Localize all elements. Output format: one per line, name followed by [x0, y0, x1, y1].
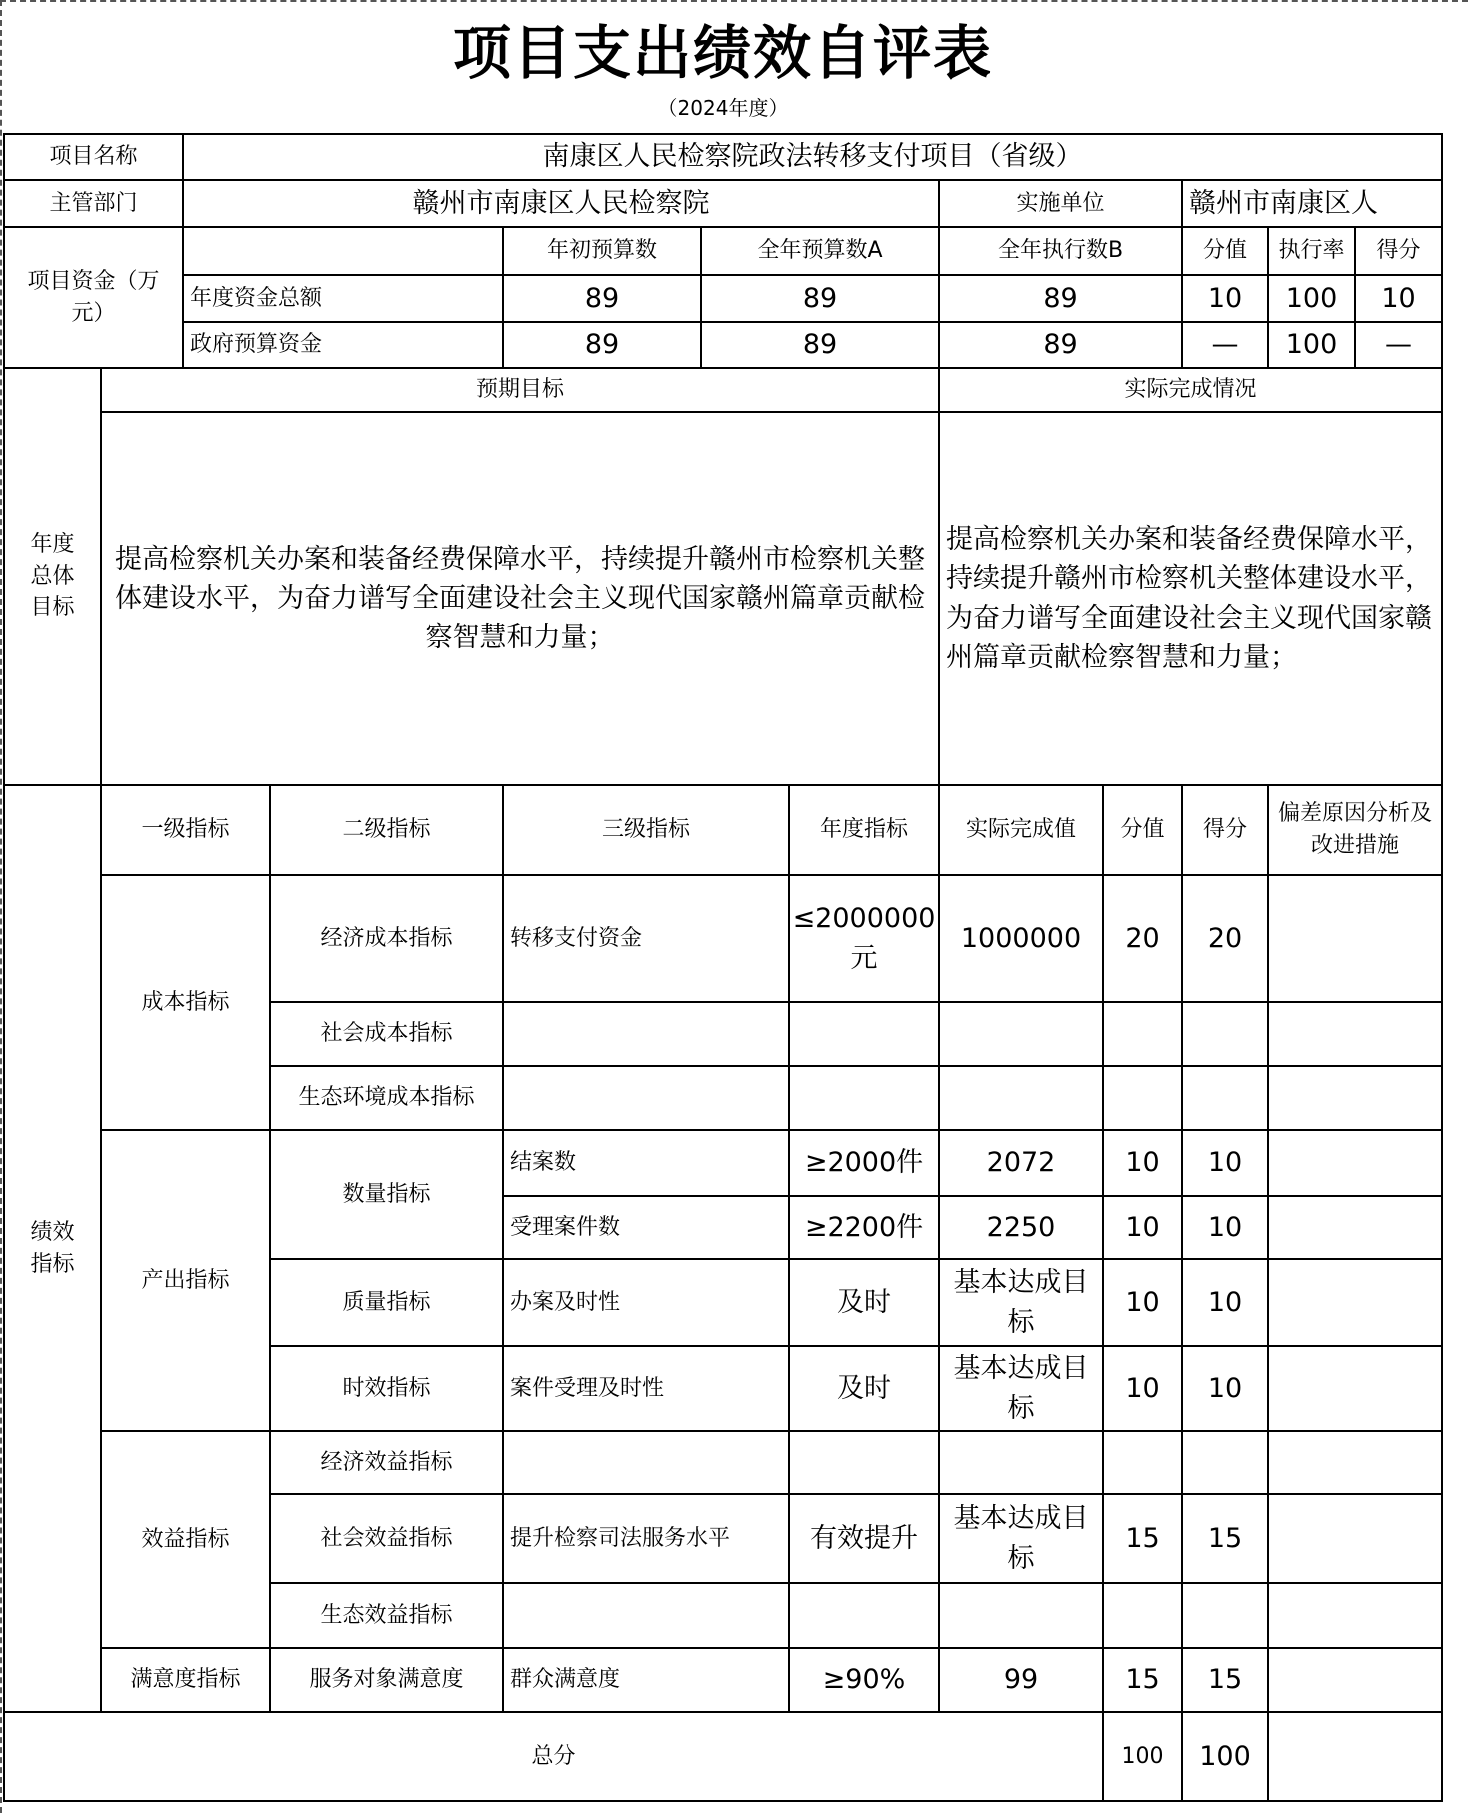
- level1-indicator: 效益指标: [100, 1430, 271, 1649]
- got-score: 10: [1181, 1129, 1269, 1197]
- annual-target: [788, 1582, 940, 1649]
- got-score: [1181, 1582, 1269, 1649]
- level2-indicator: 社会效益指标: [269, 1493, 504, 1584]
- project-name-value: 南康区人民检察院政法转移支付项目（省级）: [182, 133, 1443, 181]
- funds-value: —: [1354, 321, 1443, 369]
- annual-target: 及时: [788, 1258, 940, 1347]
- level2-indicator: 经济成本指标: [269, 874, 504, 1003]
- indicator-header: 偏差原因分析及改进措施: [1267, 784, 1443, 876]
- funds-value: 100: [1267, 321, 1356, 369]
- score-value: [1102, 1430, 1183, 1495]
- level1-indicator: 成本指标: [100, 874, 271, 1131]
- deviation-reason: [1267, 1582, 1443, 1649]
- level3-indicator: 案件受理及时性: [502, 1345, 790, 1432]
- level1-indicator: 满意度指标: [100, 1647, 271, 1713]
- score-value: 15: [1102, 1493, 1183, 1584]
- funds-label: 项目资金（万元）: [3, 226, 184, 369]
- indicator-header: 实际完成值: [938, 784, 1104, 876]
- indicator-header: 一级指标: [100, 784, 271, 876]
- got-score: [1181, 1065, 1269, 1131]
- funds-value: 89: [502, 321, 702, 369]
- actual-value: [938, 1065, 1104, 1131]
- funds-value: 89: [502, 274, 702, 323]
- total-blank: [1267, 1711, 1443, 1802]
- deviation-reason: [1267, 1345, 1443, 1432]
- level3-indicator: 提升检察司法服务水平: [502, 1493, 790, 1584]
- got-score: 10: [1181, 1345, 1269, 1432]
- funds-value: 89: [700, 321, 940, 369]
- level3-indicator: 结案数: [502, 1129, 790, 1197]
- level2-indicator: 服务对象满意度: [269, 1647, 504, 1713]
- indicator-header: 二级指标: [269, 784, 504, 876]
- actual-value: 基本达成目标: [938, 1345, 1104, 1432]
- actual-result-text: 提高检察机关办案和装备经费保障水平，持续提升赣州市检察机关整体建设水平，为奋力谱写全面建设社会主义现代国家赣州篇章贡献检察智慧和力量；: [938, 411, 1443, 786]
- deviation-reason: [1267, 1430, 1443, 1495]
- funds-header-blank: [182, 226, 504, 276]
- funds-value: 89: [700, 274, 940, 323]
- indicators-label: 绩效指标: [3, 784, 102, 1713]
- funds-row-label: 政府预算资金: [182, 321, 504, 369]
- level2-indicator: 经济效益指标: [269, 1430, 504, 1495]
- annual-target: [788, 1001, 940, 1067]
- indicator-header: 分值: [1102, 784, 1183, 876]
- funds-value: 10: [1181, 274, 1269, 323]
- level3-indicator: 群众满意度: [502, 1647, 790, 1713]
- level3-indicator: [502, 1001, 790, 1067]
- level3-indicator: [502, 1430, 790, 1495]
- level2-indicator: 时效指标: [269, 1345, 504, 1432]
- score-value: [1102, 1065, 1183, 1131]
- deviation-reason: [1267, 1493, 1443, 1584]
- annual-target: [788, 1065, 940, 1131]
- indicator-header: 年度指标: [788, 784, 940, 876]
- score-value: [1102, 1001, 1183, 1067]
- actual-value: [938, 1582, 1104, 1649]
- got-score: 15: [1181, 1493, 1269, 1584]
- deviation-reason: [1267, 1001, 1443, 1067]
- actual-value: 2072: [938, 1129, 1104, 1197]
- level3-indicator: 办案及时性: [502, 1258, 790, 1347]
- got-score: 15: [1181, 1647, 1269, 1713]
- score-value: 20: [1102, 874, 1183, 1003]
- level2-indicator: 数量指标: [269, 1129, 504, 1260]
- score-value: 10: [1102, 1195, 1183, 1260]
- actual-value: 基本达成目标: [938, 1493, 1104, 1584]
- total-got: 100: [1181, 1711, 1269, 1802]
- level2-indicator: 社会成本指标: [269, 1001, 504, 1067]
- level1-indicator: 产出指标: [100, 1129, 271, 1432]
- got-score: 20: [1181, 874, 1269, 1003]
- total-score: 100: [1102, 1711, 1183, 1802]
- score-value: 15: [1102, 1647, 1183, 1713]
- actual-value: 2250: [938, 1195, 1104, 1260]
- actual-value: 99: [938, 1647, 1104, 1713]
- deviation-reason: [1267, 1065, 1443, 1131]
- actual-value: 基本达成目标: [938, 1258, 1104, 1347]
- actual-result-header: 实际完成情况: [938, 367, 1443, 413]
- impl-unit-value: 赣州市南康区人: [1181, 179, 1443, 228]
- expected-goal-text: 提高检察机关办案和装备经费保障水平，持续提升赣州市检察机关整体建设水平，为奋力谱写全面建设社会主义现代国家赣州篇章贡献检察智慧和力量；: [100, 411, 940, 786]
- report-year: （2024年度）: [657, 96, 789, 120]
- annual-target: ≥2200件: [788, 1195, 940, 1260]
- level3-indicator: 转移支付资金: [502, 874, 790, 1003]
- actual-value: [938, 1001, 1104, 1067]
- got-score: [1181, 1430, 1269, 1495]
- level3-indicator: [502, 1582, 790, 1649]
- got-score: 10: [1181, 1258, 1269, 1347]
- funds-value: 89: [938, 274, 1183, 323]
- deviation-reason: [1267, 874, 1443, 1003]
- deviation-reason: [1267, 1647, 1443, 1713]
- level2-indicator: 生态效益指标: [269, 1582, 504, 1649]
- annual-target: 有效提升: [788, 1493, 940, 1584]
- deviation-reason: [1267, 1258, 1443, 1347]
- funds-header: 分值: [1181, 226, 1269, 276]
- level3-indicator: [502, 1065, 790, 1131]
- actual-value: 1000000: [938, 874, 1104, 1003]
- score-value: 10: [1102, 1345, 1183, 1432]
- page-title: 项目支出绩效自评表: [452, 19, 993, 87]
- annual-target: ≤2000000元: [788, 874, 940, 1003]
- dept-label: 主管部门: [3, 179, 184, 228]
- funds-header: 全年预算数A: [700, 226, 940, 276]
- annual-target: 及时: [788, 1345, 940, 1432]
- funds-value: 89: [938, 321, 1183, 369]
- actual-value: [938, 1430, 1104, 1495]
- total-label: 总分: [3, 1711, 1104, 1802]
- annual-target: [788, 1430, 940, 1495]
- deviation-reason: [1267, 1129, 1443, 1197]
- funds-row-label: 年度资金总额: [182, 274, 504, 323]
- impl-unit-label: 实施单位: [938, 179, 1183, 228]
- level3-indicator: 受理案件数: [502, 1195, 790, 1260]
- indicator-header: 三级指标: [502, 784, 790, 876]
- funds-value: —: [1181, 321, 1269, 369]
- funds-value: 10: [1354, 274, 1443, 323]
- indicator-header: 得分: [1181, 784, 1269, 876]
- score-value: 10: [1102, 1129, 1183, 1197]
- funds-header: 全年执行数B: [938, 226, 1183, 276]
- got-score: 10: [1181, 1195, 1269, 1260]
- score-value: 10: [1102, 1258, 1183, 1347]
- dept-value: 赣州市南康区人民检察院: [182, 179, 940, 228]
- annual-target: ≥90%: [788, 1647, 940, 1713]
- funds-header: 得分: [1354, 226, 1443, 276]
- funds-header: 年初预算数: [502, 226, 702, 276]
- level2-indicator: 质量指标: [269, 1258, 504, 1347]
- score-value: [1102, 1582, 1183, 1649]
- annual-target: ≥2000件: [788, 1129, 940, 1197]
- funds-header: 执行率: [1267, 226, 1356, 276]
- got-score: [1181, 1001, 1269, 1067]
- goals-label: 年度总体目标: [3, 367, 102, 786]
- project-name-label: 项目名称: [3, 133, 184, 181]
- deviation-reason: [1267, 1195, 1443, 1260]
- expected-goal-header: 预期目标: [100, 367, 940, 413]
- level2-indicator: 生态环境成本指标: [269, 1065, 504, 1131]
- funds-value: 100: [1267, 274, 1356, 323]
